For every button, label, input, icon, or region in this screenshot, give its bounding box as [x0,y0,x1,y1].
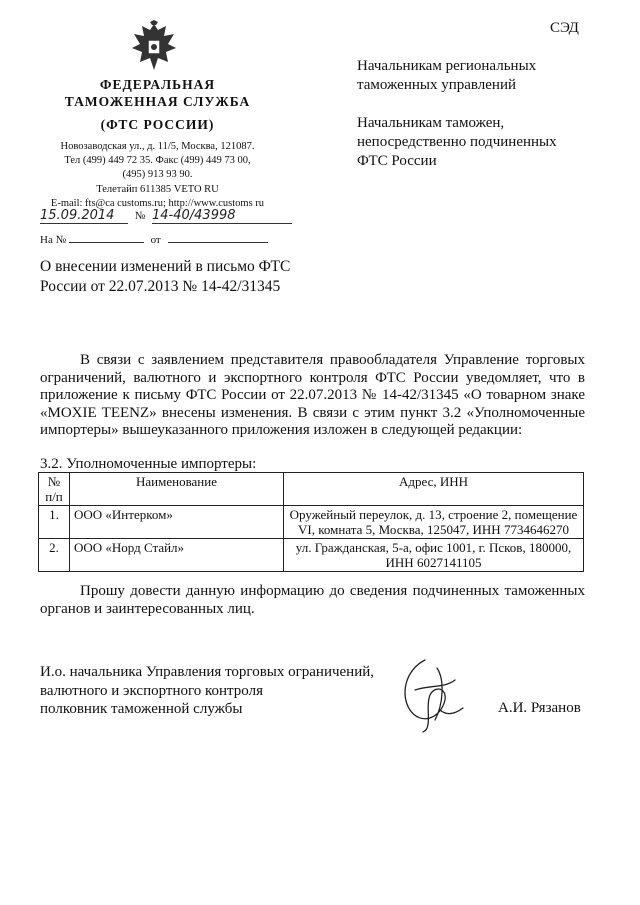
addressee-line: Начальникам региональных [357,58,537,74]
document-mark: СЭД [550,20,579,36]
registration-no-label: № [134,210,146,222]
addressee-line: ФТС России [357,153,437,169]
reply-number-blank [69,242,144,243]
row-address: Оружейный переулок, д. 13, строение 2, помещение VI, комната 5, Москва, 125047, ИНН 7734646270 [284,506,584,539]
row-number: 1. [39,506,70,539]
handwritten-signature [385,650,475,740]
row-company: ООО «Норд Стайл» [70,539,284,572]
addressee-regional-departments [357,57,536,95]
registration-line [40,208,292,224]
contacts-phone: Тел (499) 449 72 35. Факс (499) 449 73 00, [64,155,251,167]
table-header-row [39,473,584,506]
org-name-line2: ТАМОЖЕННАЯ СЛУЖБА [64,94,251,109]
table-row [39,506,584,539]
contacts-teletype: Телетайп 611385 VETO RU [96,183,219,195]
signatory-position [40,663,374,719]
addressee-line: таможенных управлений [357,77,517,93]
table-row [39,539,584,572]
org-contacts [40,140,275,211]
reply-from-label: от [150,234,161,246]
signatory-name: А.И. Рязанов [498,700,581,716]
contacts-address: Новозаводская ул., д. 11/5, Москва, 121087. [60,141,255,152]
org-name-line1: ФЕДЕРАЛЬНАЯ [99,77,216,92]
row-address: ул. Гражданская, 5-а, офис 1001, г. Псков, 180000, ИНН 6027141105 [284,539,584,572]
addressee-line: непосредственно подчиненных [357,134,557,150]
header-name: Наименование [70,473,284,506]
registration-number: 14-40/43998 [152,208,292,224]
section-label: 3.2. Уполномоченные импортеры: [40,456,257,472]
addressee-line: Начальникам таможен, [357,115,505,131]
addressee-customs [357,114,557,171]
reply-label: На № [40,234,67,246]
row-company: ООО «Интерком» [70,506,284,539]
closing-paragraph: Прошу довести данную информацию до сведения подчиненных таможенных органов и заинтересованных лиц. [40,583,585,617]
contacts-email: E-mail: fts@ca customs.ru; http://www.customs ru [50,197,265,209]
reply-line [40,234,268,246]
body-paragraph: В связи с заявлением представителя правообладателя Управление торговых ограничений, валютного и экспортного контроля ФТС России уведомляет, что в приложение к письму ФТС России от 22.07.2013 № 14-42/31345 «О товарном знаке «MOXIE TEENZ» внесены изменения. В связи с этим пункт 3.2 «Уполномоченные импортеры» вышеуказанного приложения изложен в следующей редакции: [40,352,585,438]
reply-date-blank [168,242,268,243]
position-line: И.о. начальника Управления торговых ограничений, [40,664,375,680]
letter-subject [40,257,290,297]
org-name-short: (ФТС РОССИИ) [100,117,215,132]
header-number: № п/п [39,473,70,506]
position-line: полковник таможенной службы [40,701,243,717]
subject-line: О внесении изменений в письмо ФТС [40,258,291,275]
importers-table [38,472,584,572]
registration-date: 15.09.2014 [40,208,128,224]
position-line: валютного и экспортного контроля [40,682,263,699]
header-address: Адрес, ИНН [284,473,584,506]
contacts-phone-2: (495) 913 93 90. [122,169,193,181]
row-number: 2. [39,539,70,572]
coat-of-arms-icon [128,20,180,75]
subject-line: России от 22.07.2013 № 14-42/31345 [40,278,281,295]
